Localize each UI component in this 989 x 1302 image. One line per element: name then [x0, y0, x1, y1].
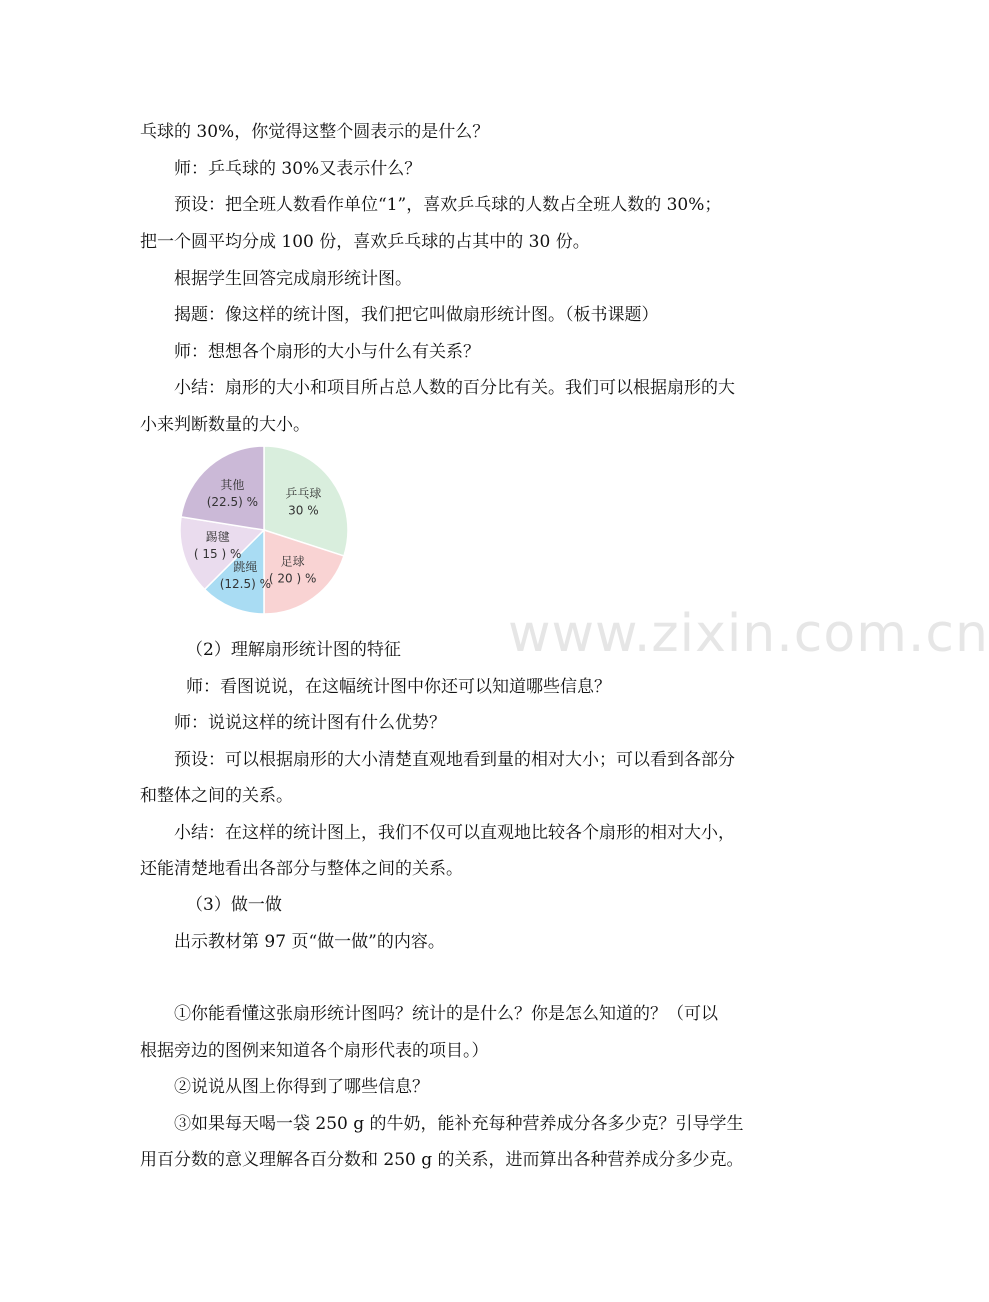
slice-name-label: 跳绳	[233, 560, 258, 575]
slice-value-label: (22.5) %	[206, 494, 259, 509]
text-line: 根据旁边的图例来知道各个扇形代表的项目。）	[140, 1041, 489, 1061]
text-line: 把一个圆平均分成 100 份，喜欢乒乓球的占其中的 30 份。	[140, 232, 590, 252]
text-line: 小结：在这样的统计图上，我们不仅可以直观地比较各个扇形的相对大小，	[174, 823, 735, 843]
text-line: 师：说说这样的统计图有什么优势？	[174, 713, 446, 733]
slice-name-label: 踢毽	[205, 530, 230, 545]
slice-value-label: (12.5) %	[219, 577, 272, 592]
pie-chart	[172, 441, 362, 621]
text-line: 用百分数的意义理解各百分数和 250 g 的关系，进而算出各种营养成分多少克。	[140, 1150, 744, 1170]
text-line: （3）做一做	[186, 895, 282, 915]
text-line: 乓球的 30%，你觉得这整个圆表示的是什么？	[140, 122, 490, 142]
text-line: 预设：可以根据扇形的大小清楚直观地看到量的相对大小；可以看到各部分	[174, 750, 735, 770]
text-line: 师：看图说说，在这幅统计图中你还可以知道哪些信息？	[186, 677, 611, 697]
watermark: www.zixin.com.cn	[508, 604, 989, 664]
text-line: 预设：把全班人数看作单位“1”，喜欢乒乓球的人数占全班人数的 30%；	[174, 195, 722, 215]
text-line: 小结：扇形的大小和项目所占总人数的百分比有关。我们可以根据扇形的大	[174, 378, 735, 398]
text-line: 师：想想各个扇形的大小与什么有关系？	[174, 342, 480, 362]
text-line: ①你能看懂这张扇形统计图吗？统计的是什么？你是怎么知道的？（可以	[174, 1004, 718, 1024]
text-line: 还能清楚地看出各部分与整体之间的关系。	[140, 859, 463, 879]
slice-value-label: 30 %	[288, 503, 319, 518]
text-line: ②说说从图上你得到了哪些信息？	[174, 1077, 429, 1097]
text-line: 小来判断数量的大小。	[140, 415, 310, 435]
text-line: 出示教材第 97 页“做一做”的内容。	[174, 932, 445, 952]
text-line: ③如果每天喝一袋 250 g 的牛奶，能补充每种营养成分各多少克？引导学生	[174, 1114, 744, 1134]
slice-name-label: 足球	[280, 554, 305, 569]
text-line: 根据学生回答完成扇形统计图。	[174, 269, 412, 289]
text-line: （2）理解扇形统计图的特征	[186, 640, 401, 660]
slice-name-label: 其他	[220, 477, 245, 492]
text-line: 和整体之间的关系。	[140, 786, 293, 806]
slice-name-label: 乒乓球	[285, 486, 322, 501]
slice-value-label: ( 20 ) %	[268, 571, 317, 586]
slice-value-label: ( 15 ) %	[193, 547, 242, 562]
text-line: 师：乒乓球的 30%又表示什么？	[174, 159, 422, 179]
text-line: 揭题：像这样的统计图，我们把它叫做扇形统计图。（板书课题）	[174, 305, 659, 325]
